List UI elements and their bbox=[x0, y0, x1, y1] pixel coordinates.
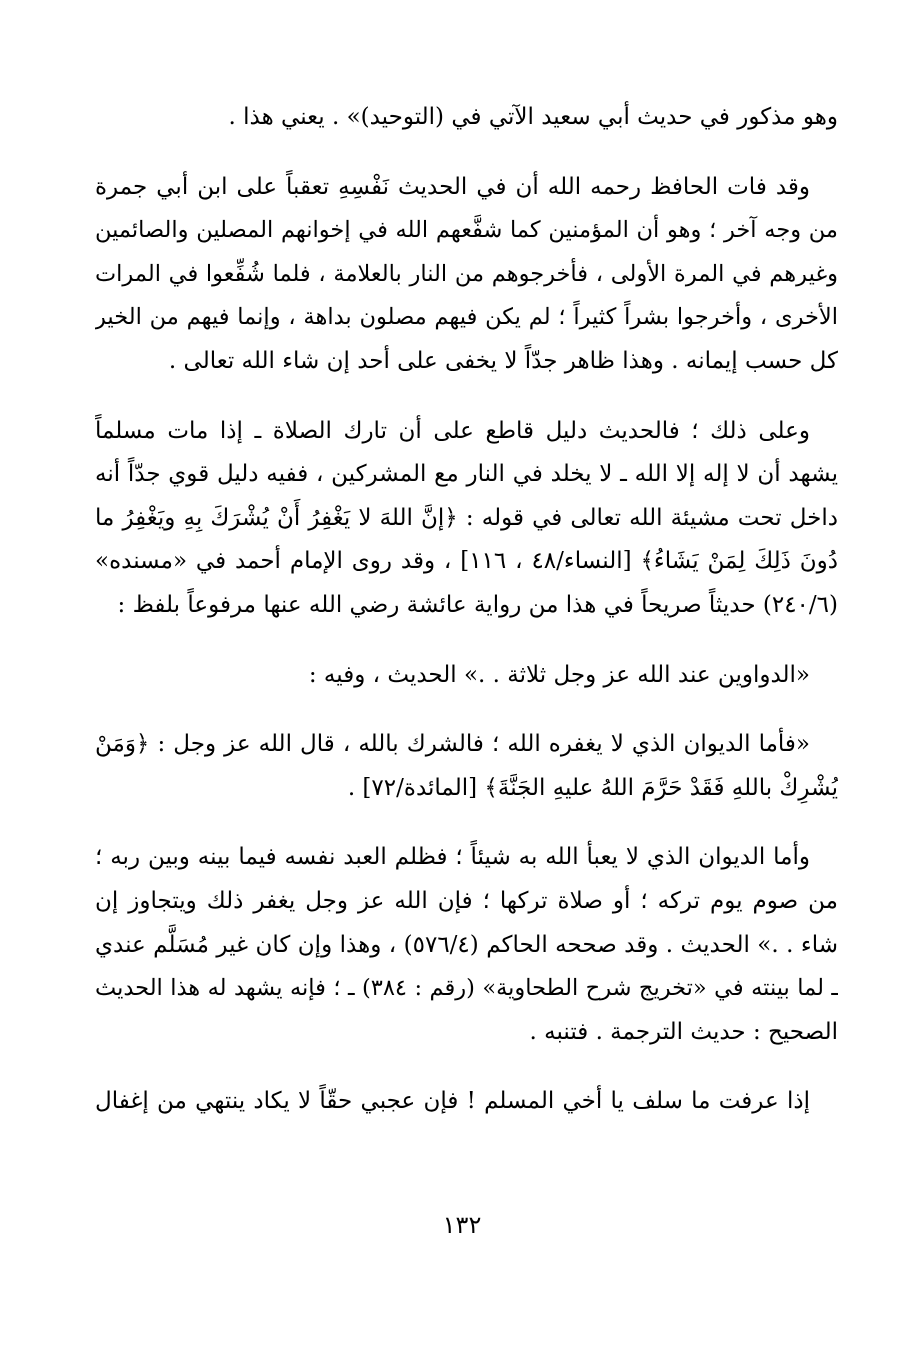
text-line: الصحيح : حديث الترجمة . فتنبه . bbox=[529, 1018, 838, 1045]
text-line: يشهد أن لا إله إلا الله ـ لا يخلد في النار مع المشركين ، ففيه دليل قوي جدّاً أنه bbox=[95, 461, 838, 488]
text-line: وأما الديوان الذي لا يعبأ الله به شيئاً ؛ فظلم العبد نفسه فيما بينه وبين ربه ؛ bbox=[95, 844, 810, 871]
text-line: ـ لما بينته في «تخريج شرح الطحاوية» (رقم : ٣٨٤) ـ ؛ فإنه يشهد له هذا الحديث bbox=[95, 975, 838, 1002]
text-line: وغيرهم في المرة الأولى ، فأخرجوهم من النار بالعلامة ، فلما شُفِّعوا في المرات bbox=[95, 260, 838, 287]
page-number: ١٣٢ bbox=[442, 1211, 482, 1239]
text-line: وقد فات الحافظ رحمه الله أن في الحديث نَفْسِهِ تعقباً على ابن أبي جمرة bbox=[95, 173, 810, 200]
text-line: شاء . .» الحديث . وقد صححه الحاكم (٥٧٦/٤) ، وهذا وإن كان غير مُسَلَّم عندي bbox=[95, 931, 838, 958]
paragraph bbox=[95, 410, 838, 628]
text-line: كل حسب إيمانه . وهذا ظاهر جدّاً لا يخفى على أحد إن شاء الله تعالى . bbox=[168, 347, 838, 374]
page-body bbox=[95, 96, 838, 1336]
text-line: إذا عرفت ما سلف يا أخي المسلم ! فإن عجبي حقّاً لا يكاد ينتهي من إغفال bbox=[95, 1088, 810, 1115]
text-line: من وجه آخر ؛ وهو أن المؤمنين كما شفَّعهم الله في إخوانهم المصلين والصائمين bbox=[95, 217, 838, 244]
paragraph bbox=[95, 654, 838, 698]
text-line: من صوم يوم تركه ؛ أو صلاة تركها ؛ فإن الله عز وجل يغفر ذلك ويتجاوز إن bbox=[95, 887, 838, 914]
text-line: (٢٤٠/٦) حديثاً صريحاً في هذا من رواية عائشة رضي الله عنها مرفوعاً بلفظ : bbox=[117, 591, 838, 618]
text-line: وهو مذكور في حديث أبي سعيد الآتي في (التوحيد)» . يعني هذا . bbox=[228, 104, 838, 130]
text-line: «فأما الديوان الذي لا يغفره الله ؛ فالشرك بالله ، قال الله عز وجل : ﴿وَمَنْ bbox=[95, 731, 810, 758]
text-line: يُشْرِكْ باللهِ فَقَدْ حَرَّمَ اللهُ عليهِ الجَنَّةَ﴾ [المائدة/٧٢] . bbox=[347, 774, 838, 801]
paragraph bbox=[95, 723, 838, 810]
text-line: «الدواوين عند الله عز وجل ثلاثة . .» الحديث ، وفيه : bbox=[308, 661, 810, 688]
text-line: داخل تحت مشيئة الله تعالى في قوله : ﴿إنَّ اللهَ لا يَغْفِرُ أَنْ يُشْرَكَ بِهِ ويَغْفِرُ ما bbox=[95, 504, 838, 531]
text-line: الأخرى ، وأخرجوا بشراً كثيراً ؛ لم يكن فيهم مصلون بداهة ، وإنما فيهم من الخير bbox=[95, 304, 838, 331]
paragraph bbox=[95, 836, 838, 1054]
paragraph bbox=[95, 96, 838, 140]
text-line: دُونَ ذَلِكَ لِمَنْ يَشَاءُ﴾ [النساء/٤٨ ، ١١٦] ، وقد روى الإمام أحمد في «مسنده» bbox=[95, 548, 838, 575]
text-line: وعلى ذلك ؛ فالحديث دليل قاطع على أن تارك الصلاة ـ إذا مات مسلماً bbox=[95, 417, 810, 444]
paragraph bbox=[95, 166, 838, 384]
paragraph bbox=[95, 1080, 838, 1124]
